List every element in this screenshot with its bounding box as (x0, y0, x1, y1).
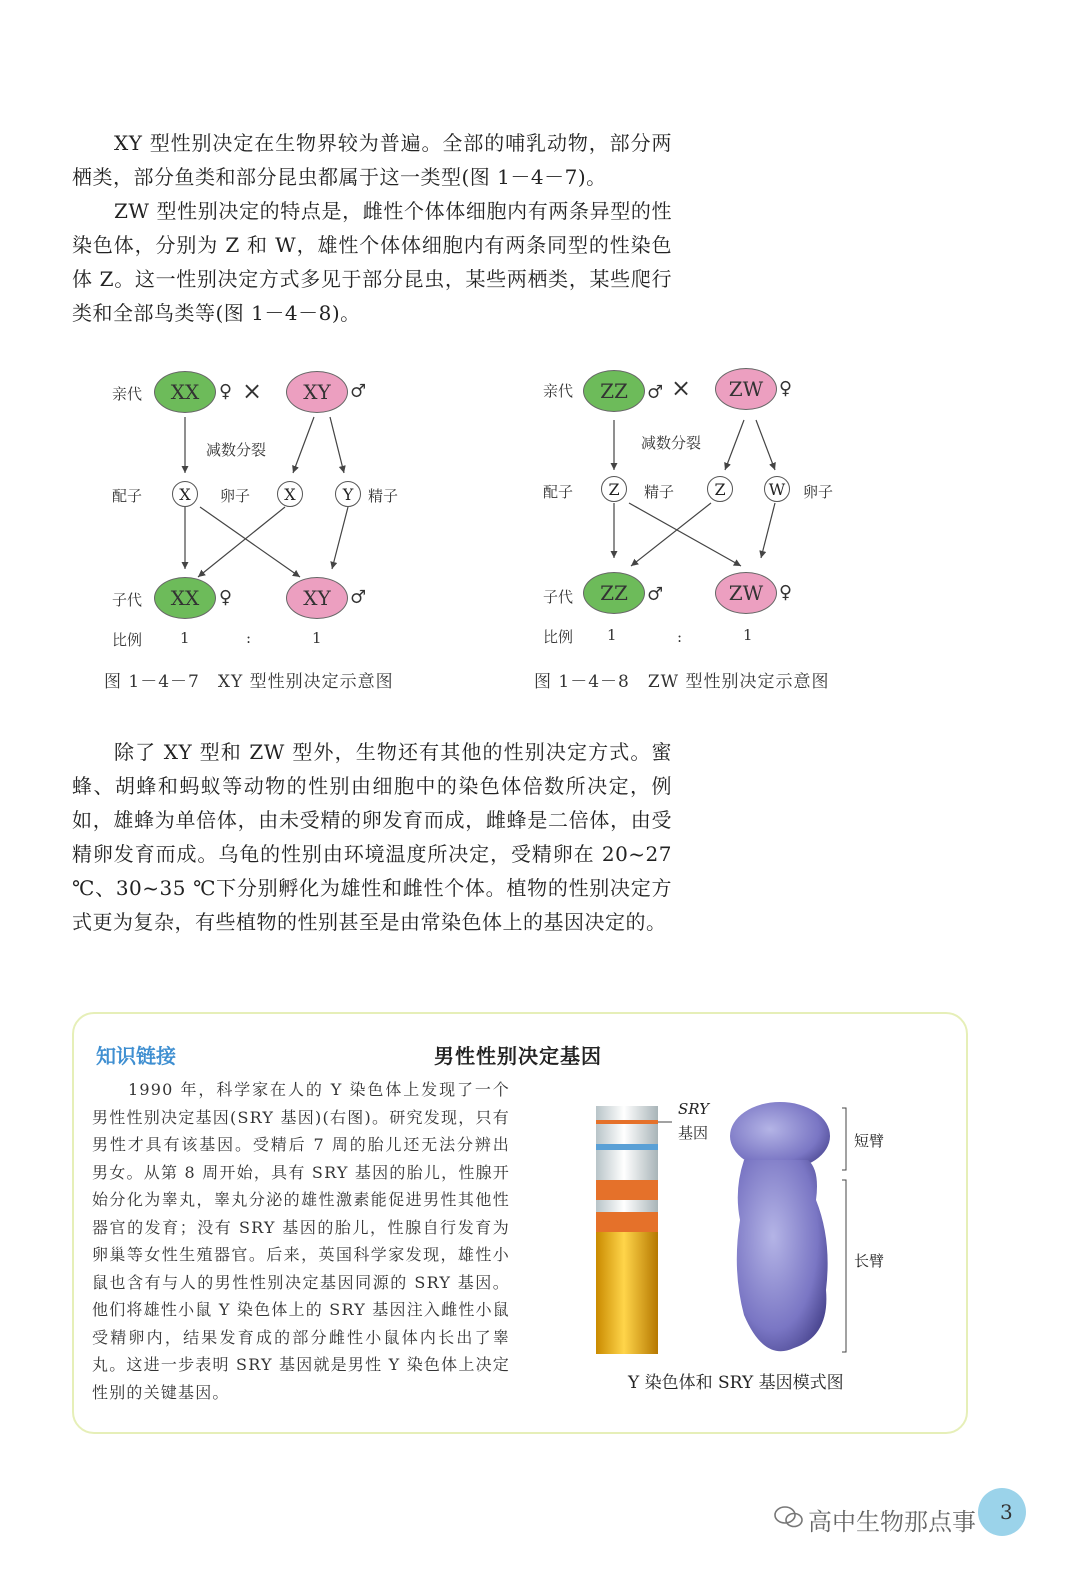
zw-offspring-female-oval: ZW (715, 572, 777, 614)
knowledge-link-title: 男性性别决定基因 (434, 1044, 602, 1068)
page-number: 3 (1000, 1500, 1013, 1524)
knowledge-link-box (72, 1012, 968, 1434)
zw-parent-label: 亲代 (543, 382, 574, 400)
rod-band (596, 1144, 658, 1150)
xy-parent-label: 亲代 (112, 385, 143, 403)
long-arm-label: 长臂 (854, 1252, 885, 1270)
xy-figure-caption: 图 1－4－7 XY 型性别决定示意图 (104, 672, 394, 692)
rod-top-segment (596, 1106, 658, 1146)
rod-band (596, 1212, 658, 1232)
female-sign-icon: ♀ (779, 582, 793, 603)
long-arm-brace (842, 1180, 846, 1352)
watermark-text: 高中生物那点事 (808, 1508, 976, 1536)
zw-parent-male-oval: ZZ (583, 370, 645, 412)
sry-band (596, 1120, 658, 1124)
female-sign-icon: ♀ (779, 378, 793, 399)
zw-offspring-label: 子代 (543, 588, 574, 606)
zw-gamete-z1: Z (601, 476, 627, 502)
sry-label: SRY (678, 1100, 710, 1118)
xy-offspring-label: 子代 (112, 591, 143, 609)
knowledge-link-text: 1990 年，科学家在人的 Y 染色体上发现了一个男性性别决定基因(SRY 基因)(右图)。研究发现，只有男性才具有该基因。受精后 7 周的胎儿还无法分辨出男女。从第 8 周开始，具有 SRY 基因的胎儿，性腺开始分化为睾丸，睾丸分泌的雄性激素能促进男性其他性器官的发育；没有 SRY 基因的胎儿，性腺自行发育为卵巢等女性生殖器官。后来，英国科学家发现，雄性小鼠也含有与人的男性性别决定基因同源的 SRY 基因。他们将雄性小鼠 Y 染色体上的 SRY 基因注入雌性小鼠受精卵内，结果发育成的部分雌性小鼠体内长出了睾丸。这进一步表明 SRY 基因就是男性 Y 染色体上决定性别的关键基因。 (92, 1080, 510, 1402)
short-arm-label: 短臂 (854, 1132, 885, 1150)
zw-ratio-right: 1 (743, 626, 753, 644)
rod-band (596, 1180, 658, 1200)
xy-gamete-x1: X (172, 481, 198, 507)
zw-figure-caption: 图 1－4－8 ZW 型性别决定示意图 (534, 672, 830, 692)
page-number-badge (978, 1488, 1026, 1536)
female-sign-icon: ♀ (219, 587, 233, 608)
gene-label: 基因 (678, 1124, 709, 1142)
cross-icon: × (671, 374, 692, 402)
wechat-icon (774, 1504, 804, 1530)
rod-long-arm (596, 1232, 658, 1354)
zw-ratio-colon: : (677, 628, 683, 646)
xy-sperm-label: 精子 (368, 487, 399, 505)
xy-parent-female-oval: XX (154, 371, 216, 413)
male-sign-icon: ♂ (350, 381, 367, 402)
zw-egg-label: 卵子 (803, 483, 834, 501)
xy-offspring-female-oval: XX (154, 577, 216, 619)
knowledge-link-tag: 知识链接 (96, 1044, 176, 1068)
zw-gamete-label: 配子 (543, 483, 574, 501)
xy-gamete-label: 配子 (112, 487, 143, 505)
rod-white-segment (596, 1150, 658, 1180)
y-chromosome-caption: Y 染色体和 SRY 基因模式图 (628, 1373, 844, 1393)
zw-gamete-w: W (764, 476, 790, 502)
xy-parent-male-oval: XY (286, 371, 348, 413)
short-arm-brace (842, 1108, 846, 1170)
chromosome-short-arm (730, 1102, 830, 1170)
zw-diagram (531, 350, 961, 670)
chromosome-long-arm (737, 1160, 828, 1351)
male-sign-icon: ♂ (647, 584, 664, 605)
xy-offspring-male-oval: XY (286, 577, 348, 619)
male-sign-icon: ♂ (350, 587, 367, 608)
paragraph-other-modes: 除了 XY 型和 ZW 型外，生物还有其他的性别决定方式。蜜蜂、胡蜂和蚂蚁等动物的性别由细胞中的染色体倍数所决定，例如，雄蜂为单倍体，由未受精的卵发育而成，雌蜂是二倍体，由受精卵发育而成。乌龟的性别由环境温度所决定，受精卵在 20~27 ℃、30~35 ℃下分别孵化为雄性和雌性个体。植物的性别决定方式更为复杂，有些植物的性别甚至是由常染色体上的基因决定的。 (72, 740, 672, 934)
rod-white-segment (596, 1200, 658, 1212)
y-chromosome-illustration (594, 1100, 874, 1370)
paragraph-zw-intro: ZW 型性别决定的特点是，雌性个体体细胞内有两条异型的性染色体，分别为 Z 和 W，雄性个体体细胞内有两条同型的性染色体 Z。这一性别决定方式多见于部分昆虫，某些两栖类，某些爬行类和全部鸟类等(图 1－4－8)。 (72, 199, 672, 325)
zw-meiosis-label: 减数分裂 (641, 434, 702, 452)
female-sign-icon: ♀ (219, 381, 233, 402)
xy-gamete-y: Y (335, 481, 361, 507)
xy-ratio-right: 1 (312, 629, 322, 647)
zw-offspring-male-oval: ZZ (583, 572, 645, 614)
zw-ratio-label: 比例 (543, 628, 574, 646)
zw-gamete-z2: Z (707, 476, 733, 502)
cross-icon: × (242, 377, 263, 405)
xy-ratio-label: 比例 (112, 631, 143, 649)
xy-meiosis-label: 减数分裂 (206, 441, 267, 459)
xy-ratio-left: 1 (180, 629, 190, 647)
paragraph-xy-intro: XY 型性别决定在生物界较为普遍。全部的哺乳动物，部分两栖类，部分鱼类和部分昆虫都属于这一类型(图 1－4－7)。 (72, 131, 672, 189)
male-sign-icon: ♂ (647, 382, 664, 403)
xy-diagram (100, 355, 530, 675)
xy-ratio-colon: : (246, 629, 252, 647)
zw-sperm-label: 精子 (644, 483, 675, 501)
zw-parent-female-oval: ZW (715, 368, 777, 410)
xy-gamete-x2: X (277, 481, 303, 507)
xy-egg-label: 卵子 (220, 487, 251, 505)
zw-ratio-left: 1 (607, 626, 617, 644)
